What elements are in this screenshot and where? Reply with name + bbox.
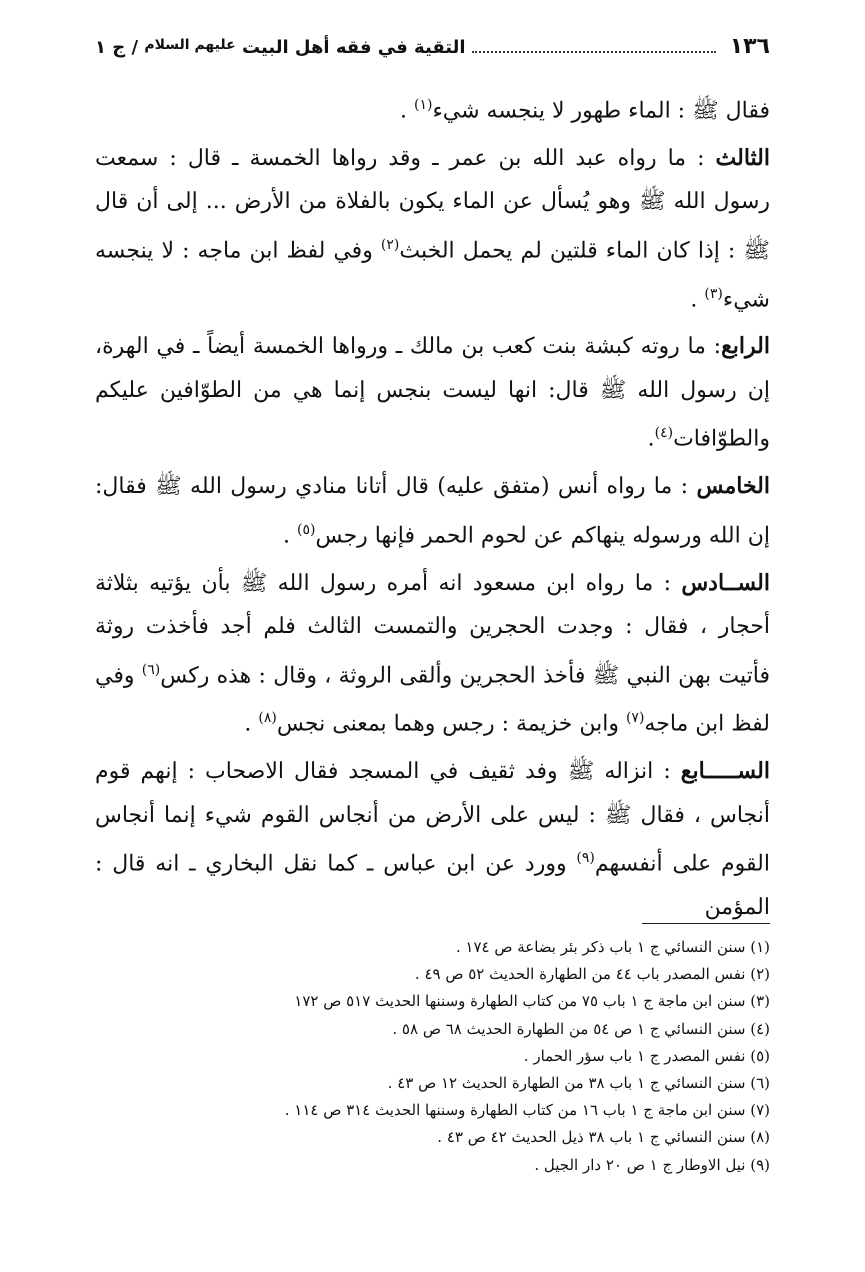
paragraph-heading: الســـــابع <box>680 758 770 785</box>
paragraph <box>95 750 770 929</box>
footnote: (٥) نفس المصدر ج ١ باب سؤر الحمار . <box>523 1046 770 1065</box>
footnote: (١) سنن النسائي ج ١ باب ذكر بئر بضاعة ص ١٧٤ . <box>455 938 770 956</box>
paragraph-text: : انزاله ﷺ وفد ثقيف في المسجد فقال الاصحاب : إنهم قوم أنجاس ، فقال ﷺ : ليس على الأرض من أنجاس القوم شيء إنما أنجاس القوم على أنفسهم <box>95 759 770 877</box>
footnote-ref: (٥) <box>297 521 316 538</box>
footnote: (٢) نفس المصدر باب ٤٤ من الطهارة الحديث ٥٢ ص ٤٩ . <box>414 965 770 984</box>
paragraph-text: : ما رواه عبد الله بن عمر ـ وقد رواها الخمسة ـ قال : سمعت رسول الله ﷺ وهو يُسأل عن الماء يكون بالفلاة من الأرض ... إلى أن قال ﷺ : إذا كان الماء قلتين لم يحمل الخبث <box>95 145 770 264</box>
footnote-ref: (١) <box>413 97 433 113</box>
paragraph-text: : ما رواه أنس (متفق عليه) قال أتانا منادي رسول الله ﷺ فقال: إن الله ورسوله ينهاكم عن لحوم الحمر فإنها رجس <box>95 474 770 549</box>
paragraph <box>95 137 770 322</box>
footnote-ref: (٧) <box>625 710 645 727</box>
footnote-ref: (٨) <box>258 710 277 727</box>
paragraph-heading: الســادس <box>681 569 770 596</box>
paragraph-tail: . <box>244 711 259 737</box>
paragraph <box>95 325 770 461</box>
paragraph-text: وابن خزيمة : رجس وهما بمعنى نجس <box>276 711 626 737</box>
paragraph-tail: . <box>399 98 414 124</box>
paragraph-text: وورد عن ابن عباس ـ كما نقل البخاري ـ انه قال : المؤمن <box>95 851 770 921</box>
paragraph-text: فقال ﷺ : الماء طهور لا ينجسه شيء <box>432 98 770 124</box>
footnote-ref: (٢) <box>380 236 400 253</box>
page-header <box>95 34 770 68</box>
paragraph-text: : ما رواه ابن مسعود انه أمره رسول الله ﷺ بأن يؤتيه بثلاثة أحجار ، فقال : وجدت الحجرين والتمست الثالث فلم أجد فأخذت روثة فأتيت بهن النبي ﷺ فأخذ الحجرين وألقى الروثة ، وقال : هذه ركس <box>95 570 770 688</box>
paragraph <box>95 84 770 133</box>
page-number: ١٣٦ <box>729 34 770 59</box>
footnote: (٤) سنن النسائي ج ١ ص ٥٤ من الطهارة الحديث ٦٨ ص ٥٨ . <box>392 1019 770 1038</box>
footnote-ref: (٩) <box>576 850 595 867</box>
footnote: (٦) سنن النسائي ج ١ باب ٣٨ من الطهارة الحديث ١٢ ص ٤٣ . <box>387 1074 770 1093</box>
paragraph-text: وفي لفظ ابن ماجه <box>95 662 770 737</box>
footnote: (٣) سنن ابن ماجة ج ١ باب ٧٥ من كتاب الطهارة وسننها الحديث ٥١٧ ص ١٧٢ <box>294 992 770 1011</box>
paragraph-heading: الثالث <box>715 144 770 171</box>
footnote-ref: (٦) <box>141 661 161 678</box>
footnote: (٩) نيل الاوطار ج ١ ص ٢٠ دار الجيل . <box>534 1155 770 1174</box>
footnote-ref: (٤) <box>654 425 674 442</box>
footnote: (٨) سنن النسائي ج ١ باب ٣٨ ذيل الحديث ٤٢ ص ٤٣ . <box>437 1128 770 1147</box>
paragraph-text: وفي لفظ ابن ماجه : لا ينجسه شيء <box>95 238 770 312</box>
paragraph <box>95 465 770 557</box>
footnote-ref: (٣) <box>704 285 723 302</box>
footnote: (٧) سنن ابن ماجة ج ١ باب ١٦ من كتاب الطهارة وسننها الحديث ٣١٤ ص ١١٤ . <box>284 1101 770 1120</box>
paragraph-heading: الخامس <box>696 473 770 500</box>
footnote-separator <box>642 923 770 924</box>
paragraph <box>95 562 770 747</box>
paragraph-heading: الرابع <box>721 333 770 360</box>
paragraph-tail: . <box>647 426 655 452</box>
paragraph-tail: . <box>283 523 298 549</box>
running-title <box>95 37 466 58</box>
paragraph-tail: . <box>690 286 705 312</box>
footnotes <box>95 934 770 1179</box>
header-leader-dots <box>472 50 716 53</box>
honorific-symbol: عليهم السلام <box>144 37 236 53</box>
main-text <box>95 84 770 934</box>
paragraph-text: : ما روته كبشة بنت كعب بن مالك ـ ورواها الخمسة أيضاً ـ في الهرة، إن رسول الله ﷺ قال: انها ليست بنجس إنما هي من الطوّافين عليكم والطوّافات <box>95 334 770 452</box>
running-title-text: التقية في فقه أهل البيت <box>241 37 466 58</box>
volume-label: / ج ١ <box>95 37 139 58</box>
